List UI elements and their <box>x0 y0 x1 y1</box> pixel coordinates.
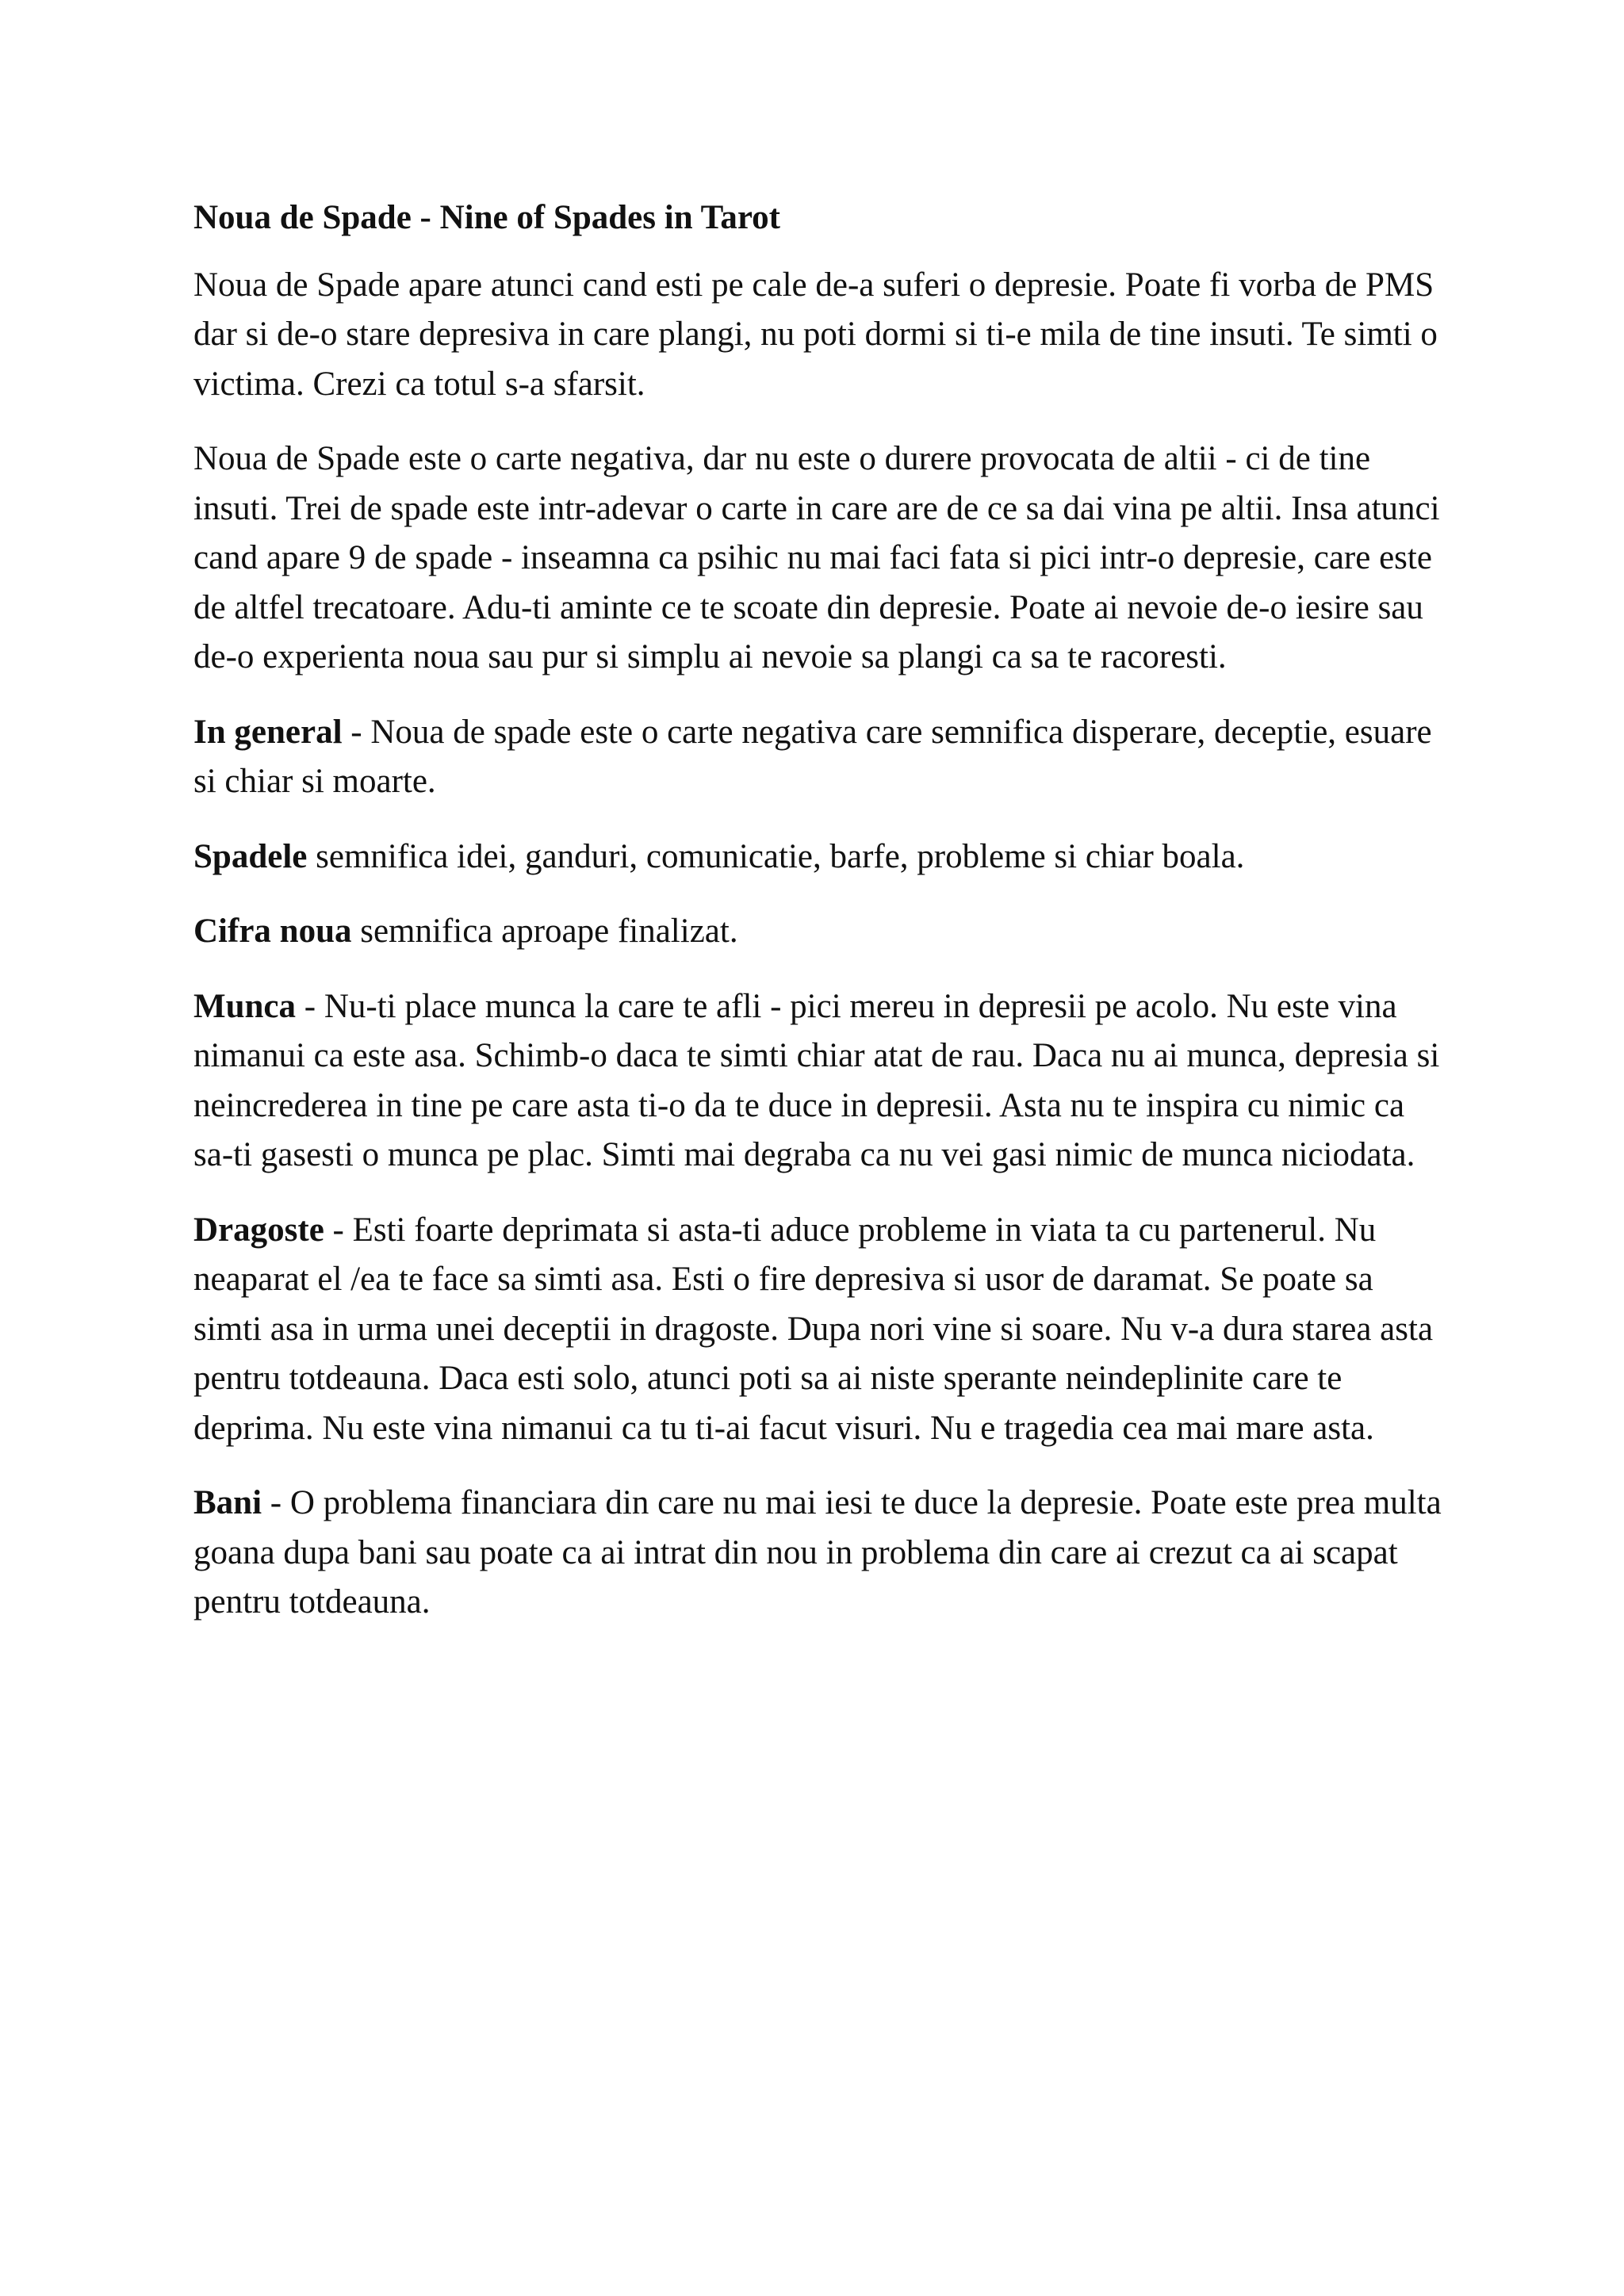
section-text: semnifica aproape finalizat. <box>351 913 738 950</box>
section-text: - Esti foarte deprimata si asta-ti aduce probleme in viata ta cu partenerul. Nu neaparat el /ea te face sa simti asa. Esti o fire depresiva si usor de daramat. Se poate sa simti asa in urma unei deceptii in dragoste. Dupa nori vine si soare. Nu v-a dura starea asta pentru totdeauna. Daca esti solo, atunci poti sa ai niste sperante neindeplinite care te deprima. Nu este vina nimanui ca tu ti-ai facut visuri. Nu e tragedia cea mai mare asta. <box>193 1211 1434 1447</box>
section-cifra-noua <box>193 907 1446 957</box>
section-dragoste <box>193 1206 1446 1454</box>
section-in-general <box>193 708 1446 807</box>
intro-paragraph: Noua de Spade apare atunci cand esti pe cale de-a suferi o depresie. Poate fi vorba de PMS dar si de-o stare depresiva in care plangi, nu poti dormi si ti-e mila de tine insuti. Te simti o victima. Crezi ca totul s-a sfarsit. <box>193 266 1438 403</box>
section-label: Cifra noua <box>193 913 352 950</box>
document-title: Noua de Spade - Nine of Spades in Tarot <box>193 199 780 236</box>
section-label: Spadele <box>193 837 308 875</box>
section-label: Bani <box>193 1484 262 1521</box>
section-text: semnifica idei, ganduri, comunicatie, barfe, probleme si chiar boala. <box>307 837 1245 875</box>
section-label: Munca <box>193 987 296 1025</box>
section-text: - O problema financiara din care nu mai iesi te duce la depresie. Poate este prea multa goana dupa bani sau poate ca ai intrat din nou in problema din care ai crezut ca ai scapat pentru totdeauna. <box>193 1484 1442 1621</box>
section-spadele <box>193 832 1446 882</box>
section-munca <box>193 982 1446 1181</box>
section-text: - Noua de spade este o carte negativa care semnifica disperare, deceptie, esuare si chiar si moarte. <box>193 713 1432 800</box>
section-text: - Nu-ti place munca la care te afli - pici mereu in depresii pe acolo. Nu este vina nimanui ca este asa. Schimb-o daca te simti chiar atat de rau. Daca nu ai munca, depresia si neincrederea in tine pe care asta ti-o da te duce in depresii. Asta nu te inspira cu nimic ca sa-ti gasesti o munca pe plac. Simti mai degraba ca nu vei gasi nimic de munca niciodata. <box>193 987 1440 1173</box>
section-label: In general <box>193 713 343 751</box>
section-label: Dragoste <box>193 1211 324 1249</box>
document-body <box>193 193 1446 1628</box>
section-bani <box>193 1479 1446 1628</box>
intro-paragraph: Noua de Spade este o carte negativa, dar nu este o durere provocata de altii - ci de tine insuti. Trei de spade este intr-adevar o carte in care are de ce sa dai vina pe altii. Insa atunci cand apare 9 de spade - inseamna ca psihic nu mai faci fata si pici intr-o depresie, care este de altfel trecatoare. Adu-ti aminte ce te scoate din depresie. Poate ai nevoie de-o iesire sau de-o experienta noua sau pur si simplu ai nevoie sa plangi ca sa te racoresti. <box>193 440 1440 675</box>
